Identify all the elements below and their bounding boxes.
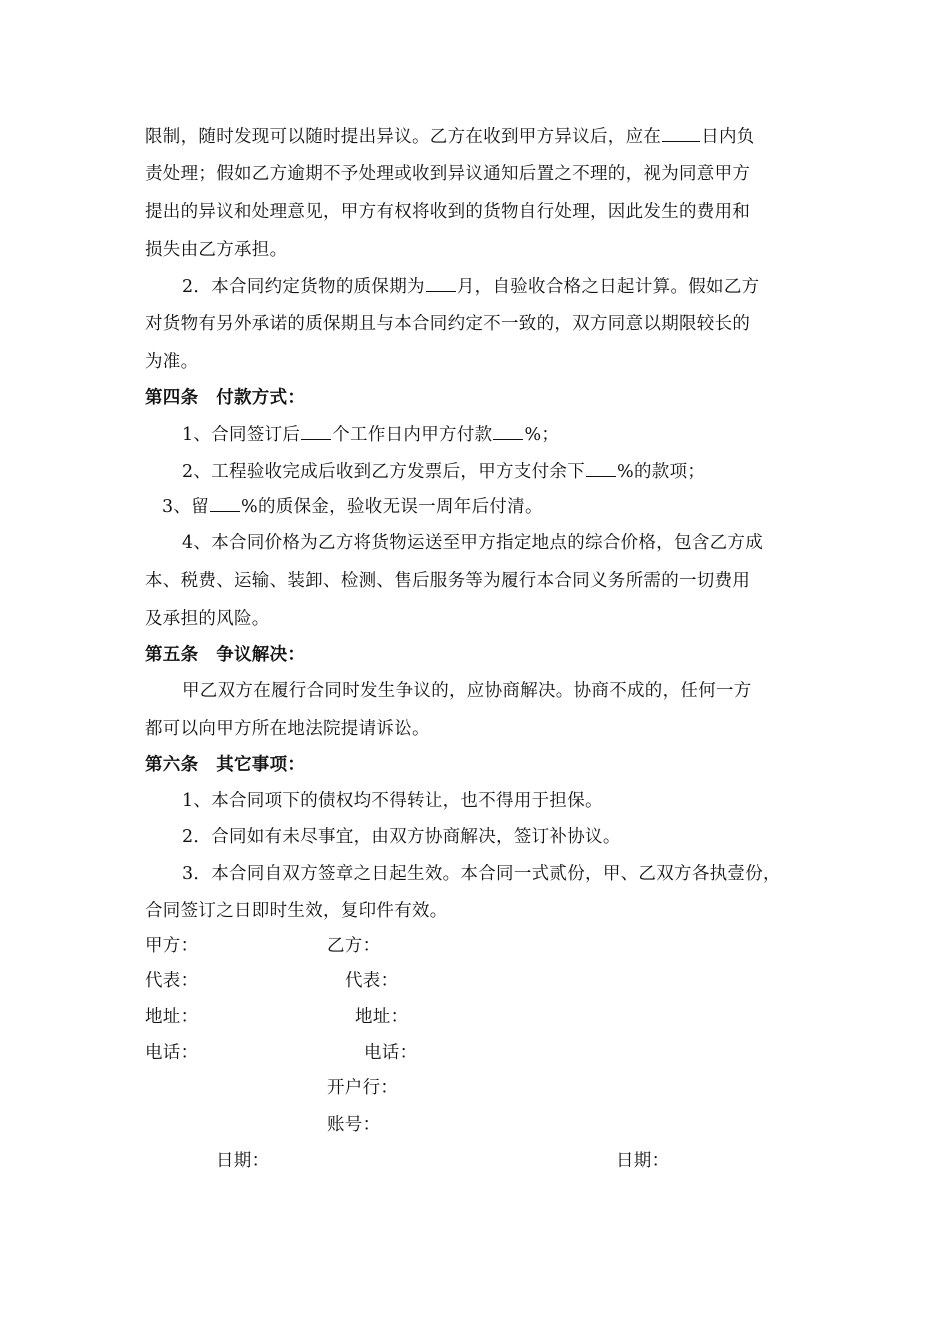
clause3-item2-line-1 (182, 274, 759, 299)
clause3-item2-line-3: 为准。 (145, 352, 199, 372)
blank-workdays (301, 422, 331, 440)
clause4-item3 (162, 494, 543, 519)
clause5-heading: 第五条 争议解决： (145, 645, 306, 665)
clause6-item3-line-2: 合同签订之日即时生效，复印件有效。 (145, 901, 448, 921)
clause5-line-1: 甲乙双方在履行合同时发生争议的，应协商解决。协商不成的，任何一方 (182, 681, 752, 701)
date-b-label: 日期： (616, 1151, 670, 1171)
text: 日内负 (701, 127, 755, 147)
clause6-item2: 2．合同如有未尽事宜，由双方协商解决，签订补协议。 (182, 827, 621, 847)
party-b-label: 乙方： (327, 936, 381, 956)
phone-b-label: 电话： (364, 1043, 418, 1063)
clause3-line-2: 责处理；假如乙方逾期不予处理或收到异议通知后置之不理的，视为同意甲方 (145, 164, 751, 184)
blank-percent (493, 422, 523, 440)
text: %； (524, 425, 560, 445)
account-label: 账号： (327, 1115, 381, 1135)
clause3-item2-line-2: 对货物有另外承诺的质保期且与本合同约定不一致的，双方同意以期限较长的 (145, 314, 751, 334)
clause5-line-2: 都可以向甲方所在地法院提请诉讼。 (145, 719, 430, 739)
text: 2、工程验收完成后收到乙方发票后，甲方支付余下 (182, 462, 586, 482)
bank-label: 开户行： (327, 1078, 399, 1098)
text: 月，自验收合格之日起计算。假如乙方 (456, 277, 760, 297)
text: %的款项； (617, 462, 706, 482)
clause4-item2 (182, 459, 705, 484)
clause4-item4-line-1: 4、本合同价格为乙方将货物运送至甲方指定地点的综合价格，包含乙方成 (182, 533, 764, 553)
text: 个工作日内甲方付款 (332, 425, 493, 445)
clause6-item1: 1、本合同项下的债权均不得转让，也不得用于担保。 (182, 791, 603, 811)
clause6-heading: 第六条 其它事项： (145, 755, 306, 775)
clause4-item4-line-3: 及承担的风险。 (145, 609, 270, 629)
party-a-label: 甲方： (145, 936, 199, 956)
text: 3、留 (162, 497, 210, 517)
blank-percent (586, 459, 616, 477)
text: 限制，随时发现可以随时提出异议。乙方在收到甲方异议后，应在 (145, 127, 662, 147)
clause4-item1 (182, 422, 559, 447)
text: 1、合同签订后 (182, 425, 301, 445)
clause4-heading: 第四条 付款方式： (145, 388, 306, 408)
clause6-item3-line-1: 3．本合同自双方签章之日起生效。本合同一式贰份，甲、乙双方各执壹份， (182, 864, 781, 884)
clause3-line-4: 损失由乙方承担。 (145, 240, 288, 260)
blank-days (662, 124, 700, 142)
clause3-line-1 (145, 124, 755, 149)
blank-months (426, 274, 456, 292)
date-a-label: 日期： (216, 1151, 270, 1171)
text: %的质保金，验收无误一周年后付清。 (241, 497, 543, 517)
clause4-item4-line-2: 本、税费、运输、装卸、检测、售后服务等为履行本合同义务所需的一切费用 (145, 571, 751, 591)
clause3-line-3: 提出的异议和处理意见，甲方有权将收到的货物自行处理，因此发生的费用和 (145, 202, 751, 222)
rep-a-label: 代表： (145, 971, 199, 991)
address-b-label: 地址： (355, 1007, 409, 1027)
address-a-label: 地址： (145, 1007, 199, 1027)
phone-a-label: 电话： (145, 1043, 199, 1063)
text: 2．本合同约定货物的质保期为 (182, 277, 425, 297)
rep-b-label: 代表： (345, 971, 399, 991)
blank-percent (210, 494, 240, 512)
